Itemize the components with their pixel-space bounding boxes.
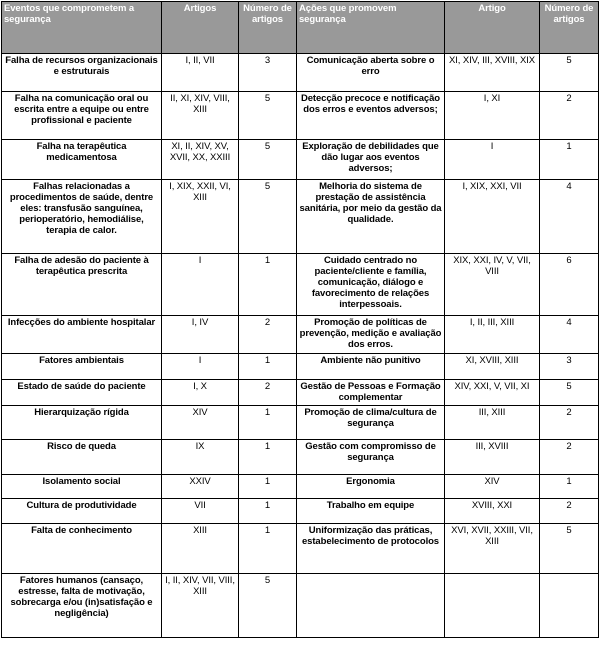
table-row <box>2 524 599 574</box>
articles-cell: I, X <box>162 380 239 406</box>
action-cell: Detecção precoce e notificação dos erros e eventos adversos; <box>297 92 445 140</box>
table-row <box>2 316 599 354</box>
article-cell: III, XVIII <box>445 440 540 475</box>
action-cell: Comunicação aberta sobre o erro <box>297 54 445 92</box>
article-cell: I, XI <box>445 92 540 140</box>
table-row <box>2 140 599 180</box>
event-cell: Cultura de produtividade <box>2 499 162 524</box>
count-cell: 2 <box>239 316 297 354</box>
article-cell: XVI, XVII, XXIII, VII, XIII <box>445 524 540 574</box>
event-cell: Hierarquização rígida <box>2 406 162 440</box>
count-cell: 3 <box>540 354 599 380</box>
event-cell: Fatores ambientais <box>2 354 162 380</box>
articles-cell: XIV <box>162 406 239 440</box>
header-numero-right: Número de artigos <box>540 2 599 54</box>
action-cell: Gestão com compromisso de segurança <box>297 440 445 475</box>
event-cell: Falha na comunicação oral ou escrita entre a equipe ou entre profissional e paciente <box>2 92 162 140</box>
article-cell: XI, XVIII, XIII <box>445 354 540 380</box>
article-cell: XIX, XXI, IV, V, VII, VIII <box>445 254 540 316</box>
articles-cell: IX <box>162 440 239 475</box>
count-cell: 2 <box>540 440 599 475</box>
action-cell: Exploração de debilidades que dão lugar aos eventos adversos; <box>297 140 445 180</box>
count-cell: 4 <box>540 316 599 354</box>
event-cell: Infecções do ambiente hospitalar <box>2 316 162 354</box>
articles-cell: VII <box>162 499 239 524</box>
count-cell: 1 <box>239 406 297 440</box>
header-numero-left: Número de artigos <box>239 2 297 54</box>
article-cell: XIV, XXI, V, VII, XI <box>445 380 540 406</box>
table-row <box>2 440 599 475</box>
count-cell: 1 <box>239 254 297 316</box>
article-cell: XI, XIV, III, XVIII, XIX <box>445 54 540 92</box>
action-cell: Promoção de clima/cultura de segurança <box>297 406 445 440</box>
action-cell: Cuidado centrado no paciente/cliente e família, comunicação, diálogo e favorecimento de relações interpessoais. <box>297 254 445 316</box>
table-row <box>2 254 599 316</box>
article-cell: I, XIX, XXI, VII <box>445 180 540 254</box>
articles-cell: II, XI, XIV, VIII, XIII <box>162 92 239 140</box>
count-cell: 1 <box>239 440 297 475</box>
table-row <box>2 54 599 92</box>
article-cell: XVIII, XXI <box>445 499 540 524</box>
event-cell: Falha de recursos organizacionais e estruturais <box>2 54 162 92</box>
event-cell: Isolamento social <box>2 475 162 499</box>
count-cell: 5 <box>239 92 297 140</box>
count-cell: 5 <box>239 140 297 180</box>
article-cell: XIV <box>445 475 540 499</box>
safety-table <box>1 1 599 638</box>
count-cell: 1 <box>540 475 599 499</box>
count-cell: 1 <box>239 475 297 499</box>
article-cell: III, XIII <box>445 406 540 440</box>
action-cell: Ambiente não punitivo <box>297 354 445 380</box>
event-cell: Estado de saúde do paciente <box>2 380 162 406</box>
table-row <box>2 574 599 638</box>
table-row <box>2 180 599 254</box>
count-cell: 6 <box>540 254 599 316</box>
event-cell: Falha de adesão do paciente à terapêutica prescrita <box>2 254 162 316</box>
table-row <box>2 406 599 440</box>
table-row <box>2 92 599 140</box>
article-cell: I <box>445 140 540 180</box>
count-cell: 5 <box>540 54 599 92</box>
count-cell: 5 <box>540 380 599 406</box>
articles-cell: I, II, XIV, VII, VIII, XIII <box>162 574 239 638</box>
count-cell: 3 <box>239 54 297 92</box>
event-cell: Falha na terapêutica medicamentosa <box>2 140 162 180</box>
count-cell: 5 <box>239 180 297 254</box>
articles-cell: I, IV <box>162 316 239 354</box>
action-cell: Ergonomia <box>297 475 445 499</box>
count-cell: 5 <box>540 524 599 574</box>
action-cell: Promoção de políticas de prevenção, medição e avaliação dos erros. <box>297 316 445 354</box>
article-cell: I, II, III, XIII <box>445 316 540 354</box>
action-cell: Trabalho em equipe <box>297 499 445 524</box>
articles-cell: XI, II, XIV, XV, XVII, XX, XXIII <box>162 140 239 180</box>
count-cell: 1 <box>239 499 297 524</box>
count-cell: 5 <box>239 574 297 638</box>
event-cell: Falhas relacionadas a procedimentos de saúde, dentre eles: transfusão sanguínea, perioperatório, hemodiálise, terapia de calor. <box>2 180 162 254</box>
articles-cell: I, XIX, XXII, VI, XIII <box>162 180 239 254</box>
header-acoes: Ações que promovem segurança <box>297 2 445 54</box>
count-cell: 2 <box>239 380 297 406</box>
table-row <box>2 475 599 499</box>
table-row <box>2 380 599 406</box>
header-artigo-right: Artigo <box>445 2 540 54</box>
articles-cell: I <box>162 354 239 380</box>
article-cell <box>445 574 540 638</box>
header-artigos-left: Artigos <box>162 2 239 54</box>
count-cell <box>540 574 599 638</box>
count-cell: 2 <box>540 406 599 440</box>
articles-cell: I <box>162 254 239 316</box>
header-eventos: Eventos que comprometem a segurança <box>2 2 162 54</box>
count-cell: 1 <box>540 140 599 180</box>
event-cell: Falta de conhecimento <box>2 524 162 574</box>
action-cell: Gestão de Pessoas e Formação complementar <box>297 380 445 406</box>
action-cell <box>297 574 445 638</box>
table-row <box>2 499 599 524</box>
count-cell: 1 <box>239 354 297 380</box>
count-cell: 1 <box>239 524 297 574</box>
count-cell: 4 <box>540 180 599 254</box>
action-cell: Uniformização das práticas, estabelecimento de protocolos <box>297 524 445 574</box>
event-cell: Fatores humanos (cansaço, estresse, falta de motivação, sobrecarga e/ou (in)satisfação e negligência) <box>2 574 162 638</box>
event-cell: Risco de queda <box>2 440 162 475</box>
header-row <box>2 2 599 54</box>
count-cell: 2 <box>540 499 599 524</box>
table-row <box>2 354 599 380</box>
articles-cell: XXIV <box>162 475 239 499</box>
action-cell: Melhoria do sistema de prestação de assistência sanitária, por meio da gestão da qualidade. <box>297 180 445 254</box>
articles-cell: XIII <box>162 524 239 574</box>
articles-cell: I, II, VII <box>162 54 239 92</box>
count-cell: 2 <box>540 92 599 140</box>
